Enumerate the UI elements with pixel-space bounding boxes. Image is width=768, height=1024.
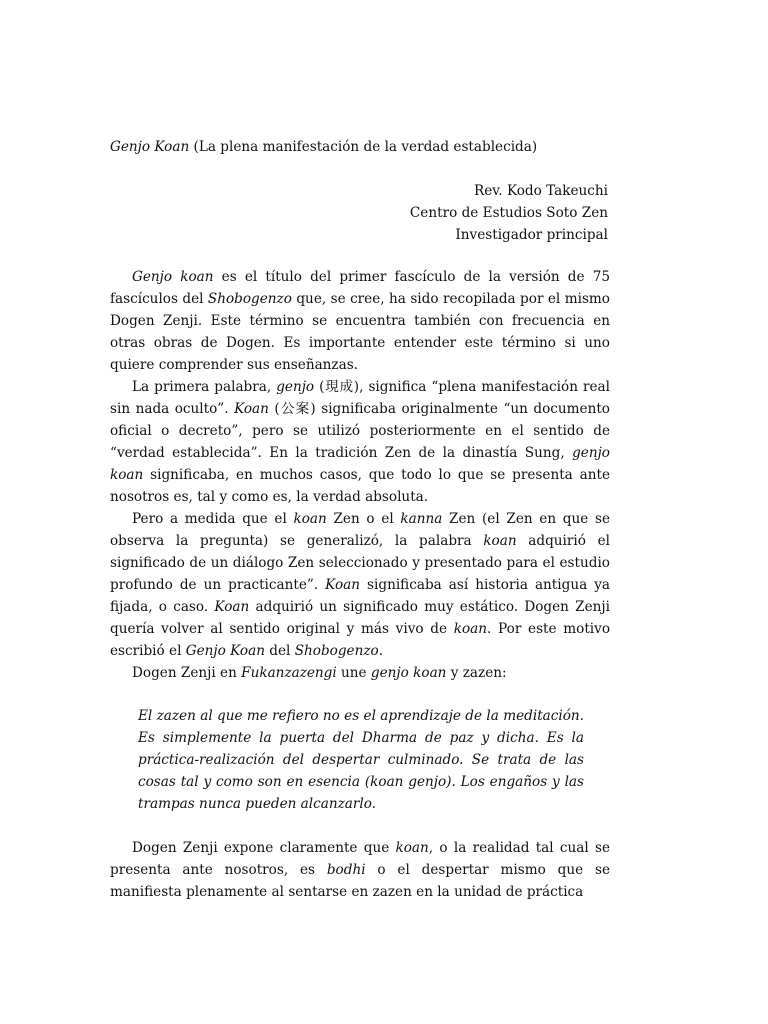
text-run: que, se cree, ha sido recopilada por el mismo Dogen Zenji. Este término se encuentra también con frecuencia en otras obras de Dogen. Es importante entender este término si uno quiere comprender sus enseñanzas. <box>110 291 610 373</box>
author-block <box>410 180 608 246</box>
author-name: Rev. Kodo Takeuchi <box>473 183 608 199</box>
text-run: . Por este motivo escribió el <box>110 621 611 659</box>
block-quote: El zazen al que me refiero no es el aprendizaje de la meditación. Es simplemente la puerta del Dharma de paz y dicha. Es la práctica-realización del despertar culminado. Se trata de las cosas tal y como son en esencia (koan genjo). Los engaños y las trampas nunca pueden alcanzarlo. <box>138 708 584 812</box>
text-run: bodhi <box>326 862 366 878</box>
text-run: koan <box>293 511 327 527</box>
text-run: Pero a medida que el <box>132 511 294 527</box>
title-rest: (La plena manifestación de la verdad establecida) <box>189 139 538 155</box>
text-run: Shobogenzo <box>294 643 379 659</box>
text-run: Koan <box>325 577 361 593</box>
text-run: Dogen Zenji expone claramente que <box>132 840 396 856</box>
text-run: koan <box>483 533 517 549</box>
text-run: adquirió un significado muy estático. Dogen Zenji quería volver al sentido original y más vivo de <box>110 599 610 637</box>
paragraph <box>110 837 610 903</box>
text-run: (公案) significaba originalmente “un documento oficial o decreto”, pero se utilizó posteriormente en el sentido de “verdad establecida”. En la tradición Zen de la dinastía Sung, <box>110 401 610 461</box>
text-run: significaba, en muchos casos, que todo lo que se presenta ante nosotros es, tal y como es, la verdad absoluta. <box>110 467 610 505</box>
paragraph <box>110 266 610 376</box>
text-run: La primera palabra, <box>132 379 277 395</box>
paragraph <box>110 662 610 684</box>
author-organization: Centro de Estudios Soto Zen <box>409 205 608 221</box>
text-run: o el despertar mismo que se manifiesta plenamente al sentarse en zazen en la unidad de práctica <box>110 862 610 900</box>
text-run: del <box>264 643 295 659</box>
text-run: Zen o el <box>326 511 401 527</box>
text-run: Fukanzazengi <box>241 665 337 681</box>
text-run: (現成), significa “plena manifestación real sin nada oculto”. <box>110 379 610 417</box>
text-run: . <box>378 643 384 659</box>
text-run: Genjo koan <box>132 269 214 285</box>
paragraph <box>110 376 610 508</box>
body-text <box>110 266 610 684</box>
title-italic: Genjo Koan <box>110 139 190 155</box>
document-title <box>110 136 610 158</box>
text-run: genjo koan <box>370 665 447 681</box>
text-run: une <box>336 665 371 681</box>
text-run: genjo koan <box>110 445 610 483</box>
text-run: koan <box>453 621 488 637</box>
text-run: Zen (el Zen en que se observa la pregunta) se generalizó, la palabra <box>110 511 611 549</box>
paragraph <box>110 508 610 662</box>
text-run: adquirió el significado de un diálogo Zen seleccionado y presentado para el estudio profundo de un practicante”. <box>110 533 610 593</box>
closing-text <box>110 837 610 903</box>
text-run: Koan <box>214 599 250 615</box>
text-run: Genjo Koan <box>185 643 265 659</box>
text-run: Dogen Zenji en <box>132 665 242 681</box>
text-run: koan <box>395 840 429 856</box>
author-role: Investigador principal <box>455 227 608 243</box>
text-run: kanna <box>400 511 443 527</box>
text-run: significaba así historia antigua ya fijada, o caso. <box>110 577 610 615</box>
text-run: Koan <box>234 401 269 417</box>
text-run: y zazen: <box>446 665 507 681</box>
text-run: Shobogenzo <box>207 291 292 307</box>
text-run: , o la realidad tal cual se presenta ante nosotros, es <box>110 840 610 878</box>
text-run: genjo <box>276 379 315 395</box>
text-run: es el título del primer fascículo de la versión de 75 fascículos del <box>110 269 610 307</box>
